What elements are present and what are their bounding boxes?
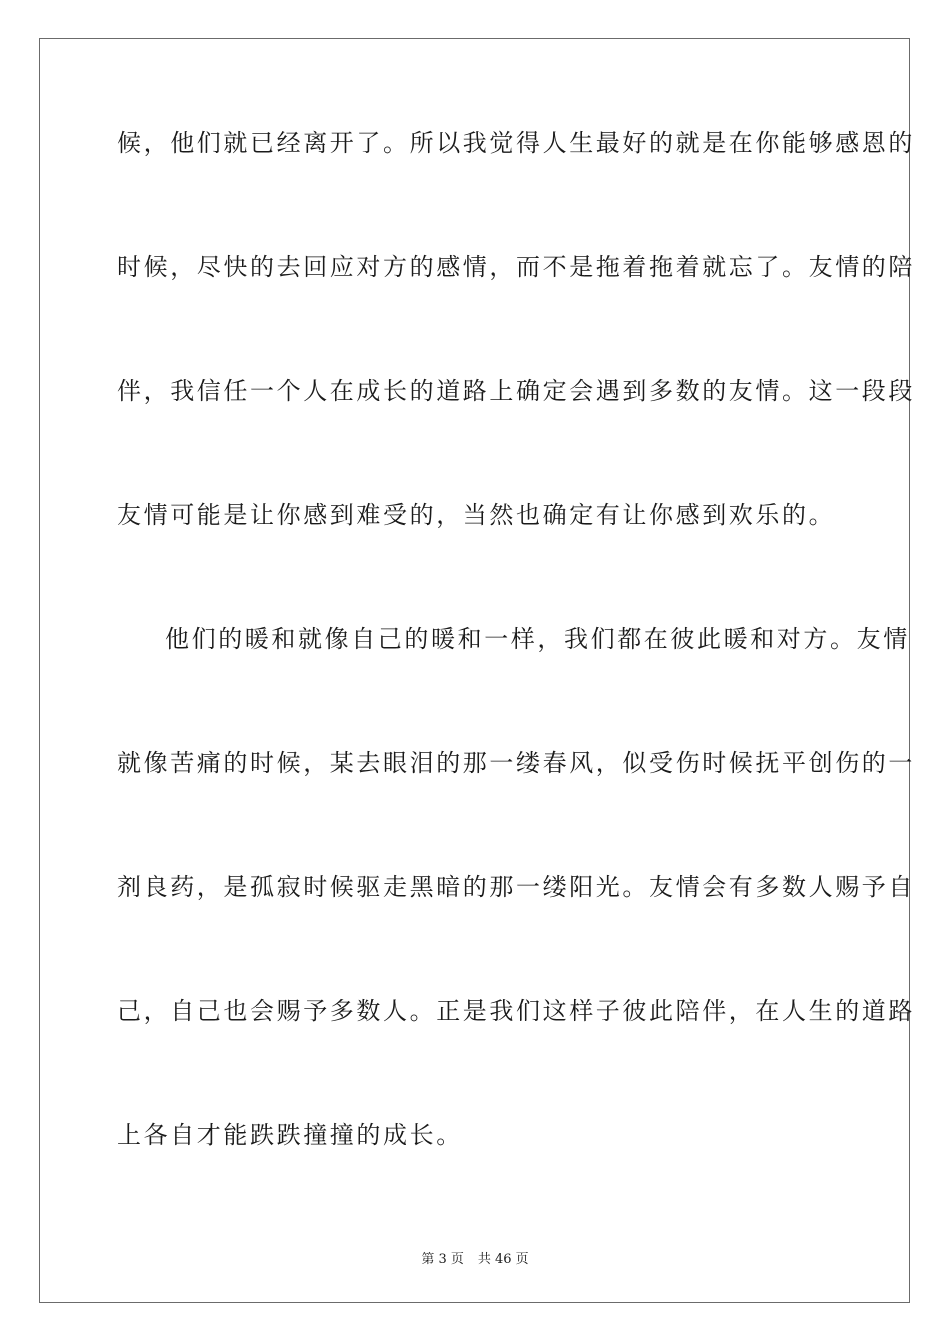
paragraph-2-line-4: 己，自己也会赐予多数人。正是我们这样子彼此陪伴，在人生的道路 [117,997,915,1025]
page-footer [0,1248,950,1267]
page-total: 共 46 页 [477,1252,529,1267]
paragraph-1-line-4: 友情可能是让你感到难受的，当然也确定有让你感到欢乐的。 [117,501,836,529]
paragraph-2-line-5: 上各自才能跌跌撞撞的成长。 [117,1121,463,1149]
paragraph-2-line-1: 他们的暖和就像自己的暖和一样，我们都在彼此暖和对方。友情 [165,625,910,653]
paragraph-2-line-3: 剂良药，是孤寂时候驱走黑暗的那一缕阳光。友情会有多数人赐予自 [117,873,915,901]
paragraph-2-line-2: 就像苦痛的时候，某去眼泪的那一缕春风，似受伤时候抚平创伤的一 [117,749,915,777]
paragraph-1-line-2: 时候，尽快的去回应对方的感情，而不是拖着拖着就忘了。友情的陪 [117,253,915,281]
page-number: 第 3 页 [421,1252,464,1267]
paragraph-1-line-3: 伴，我信任一个人在成长的道路上确定会遇到多数的友情。这一段段 [117,377,915,405]
page-frame [39,38,910,1303]
paragraph-1-line-1: 候，他们就已经离开了。所以我觉得人生最好的就是在你能够感恩的 [117,129,915,157]
